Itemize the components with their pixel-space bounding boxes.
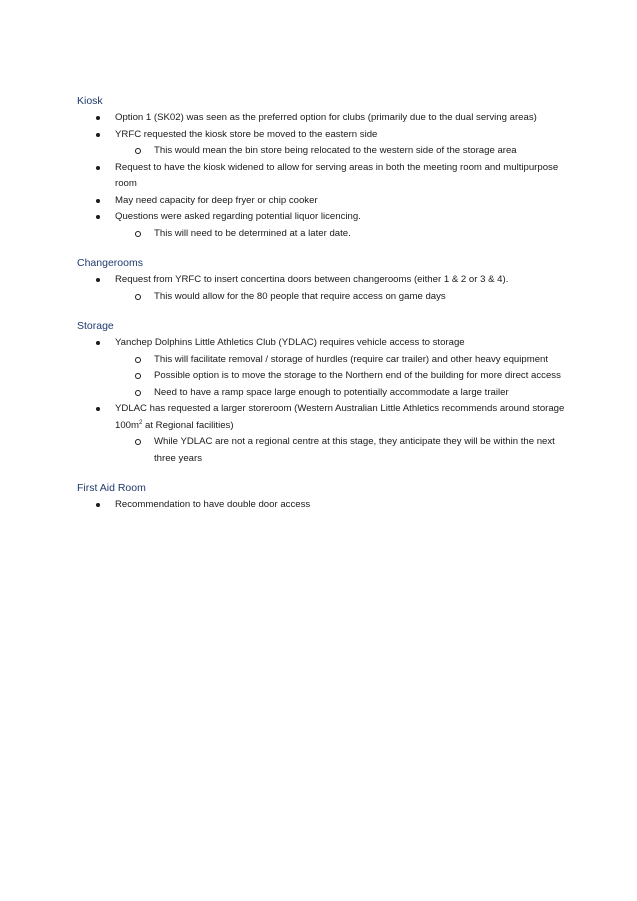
list-item-text: Request to have the kiosk widened to allow for serving areas in both the meeting room and multipurpose room	[115, 161, 559, 189]
list-item-text: This would allow for the 80 people that require access on game days	[154, 290, 446, 302]
bullet-list	[77, 497, 567, 514]
sub-list-item	[77, 143, 567, 160]
section-first-aid-room	[77, 481, 567, 514]
document-body	[77, 94, 567, 528]
list-item	[77, 160, 567, 193]
list-item-text: YRFC requested the kiosk store be moved to the eastern side	[115, 128, 378, 140]
section-heading: Changerooms	[77, 257, 143, 269]
sub-list-item	[77, 385, 567, 402]
list-item-text: Need to have a ramp space large enough to potentially accommodate a large trailer	[154, 386, 509, 398]
list-item-text: Possible option is to move the storage to the Northern end of the building for more direct access	[154, 370, 561, 381]
list-item-text	[115, 403, 564, 431]
list-item-text: Questions were asked regarding potential liquor licencing.	[115, 211, 361, 222]
list-item-text: While YDLAC are not a regional centre at this stage, they anticipate they will be within the next three years	[154, 436, 555, 464]
list-item	[77, 497, 567, 514]
bullet-icon	[96, 341, 100, 345]
circle-bullet-icon	[135, 373, 141, 379]
list-item	[77, 209, 567, 226]
section-heading: Storage	[77, 320, 114, 332]
section-heading: First Aid Room	[77, 482, 146, 494]
section-storage	[77, 319, 567, 467]
bullet-list	[77, 110, 567, 242]
bullet-icon	[96, 407, 100, 411]
list-item-text: Option 1 (SK02) was seen as the preferred option for clubs (primarily due to the dual serving areas)	[115, 112, 537, 123]
bullet-icon	[96, 166, 100, 170]
list-item	[77, 110, 567, 127]
text-segment: at Regional facilities)	[142, 419, 234, 431]
list-item-text: Request from YRFC to insert concertina doors between changerooms (either 1 & 2 or 3 & 4).	[115, 274, 509, 285]
sub-list-item	[77, 434, 567, 467]
bullet-icon	[96, 278, 100, 282]
list-item-text: Yanchep Dolphins Little Athletics Club (YDLAC) requires vehicle access to storage	[115, 337, 465, 348]
list-item-text: This will need to be determined at a later date.	[154, 227, 351, 239]
sub-list-item	[77, 368, 567, 385]
list-item-text: Recommendation to have double door access	[115, 499, 311, 510]
bullet-list	[77, 272, 567, 305]
bullet-icon	[96, 116, 100, 120]
list-item	[77, 401, 567, 434]
section-kiosk	[77, 94, 567, 242]
bullet-icon	[96, 133, 100, 137]
circle-bullet-icon	[135, 390, 141, 396]
list-item-text: This will facilitate removal / storage of hurdles (require car trailer) and other heavy equipment	[154, 353, 549, 365]
bullet-icon	[96, 215, 100, 219]
list-item	[77, 335, 567, 352]
circle-bullet-icon	[135, 357, 141, 363]
bullet-list	[77, 335, 567, 467]
circle-bullet-icon	[135, 439, 141, 445]
list-item-text: May need capacity for deep fryer or chip cooker	[115, 194, 318, 206]
circle-bullet-icon	[135, 231, 141, 237]
list-item	[77, 127, 567, 144]
list-item-text: This would mean the bin store being relocated to the western side of the storage area	[154, 145, 517, 156]
section-changerooms	[77, 256, 567, 305]
bullet-icon	[96, 503, 100, 507]
section-heading: Kiosk	[77, 95, 103, 107]
superscript: 2	[139, 419, 143, 426]
circle-bullet-icon	[135, 148, 141, 154]
bullet-icon	[96, 199, 100, 203]
list-item	[77, 193, 567, 210]
sub-list-item	[77, 352, 567, 369]
circle-bullet-icon	[135, 294, 141, 300]
sub-list-item	[77, 289, 567, 306]
text-segment: YDLAC has requested a larger storeroom (Western Australian Little Athletics recommends around storage 100m	[115, 403, 565, 431]
sub-list-item	[77, 226, 567, 243]
list-item	[77, 272, 567, 289]
